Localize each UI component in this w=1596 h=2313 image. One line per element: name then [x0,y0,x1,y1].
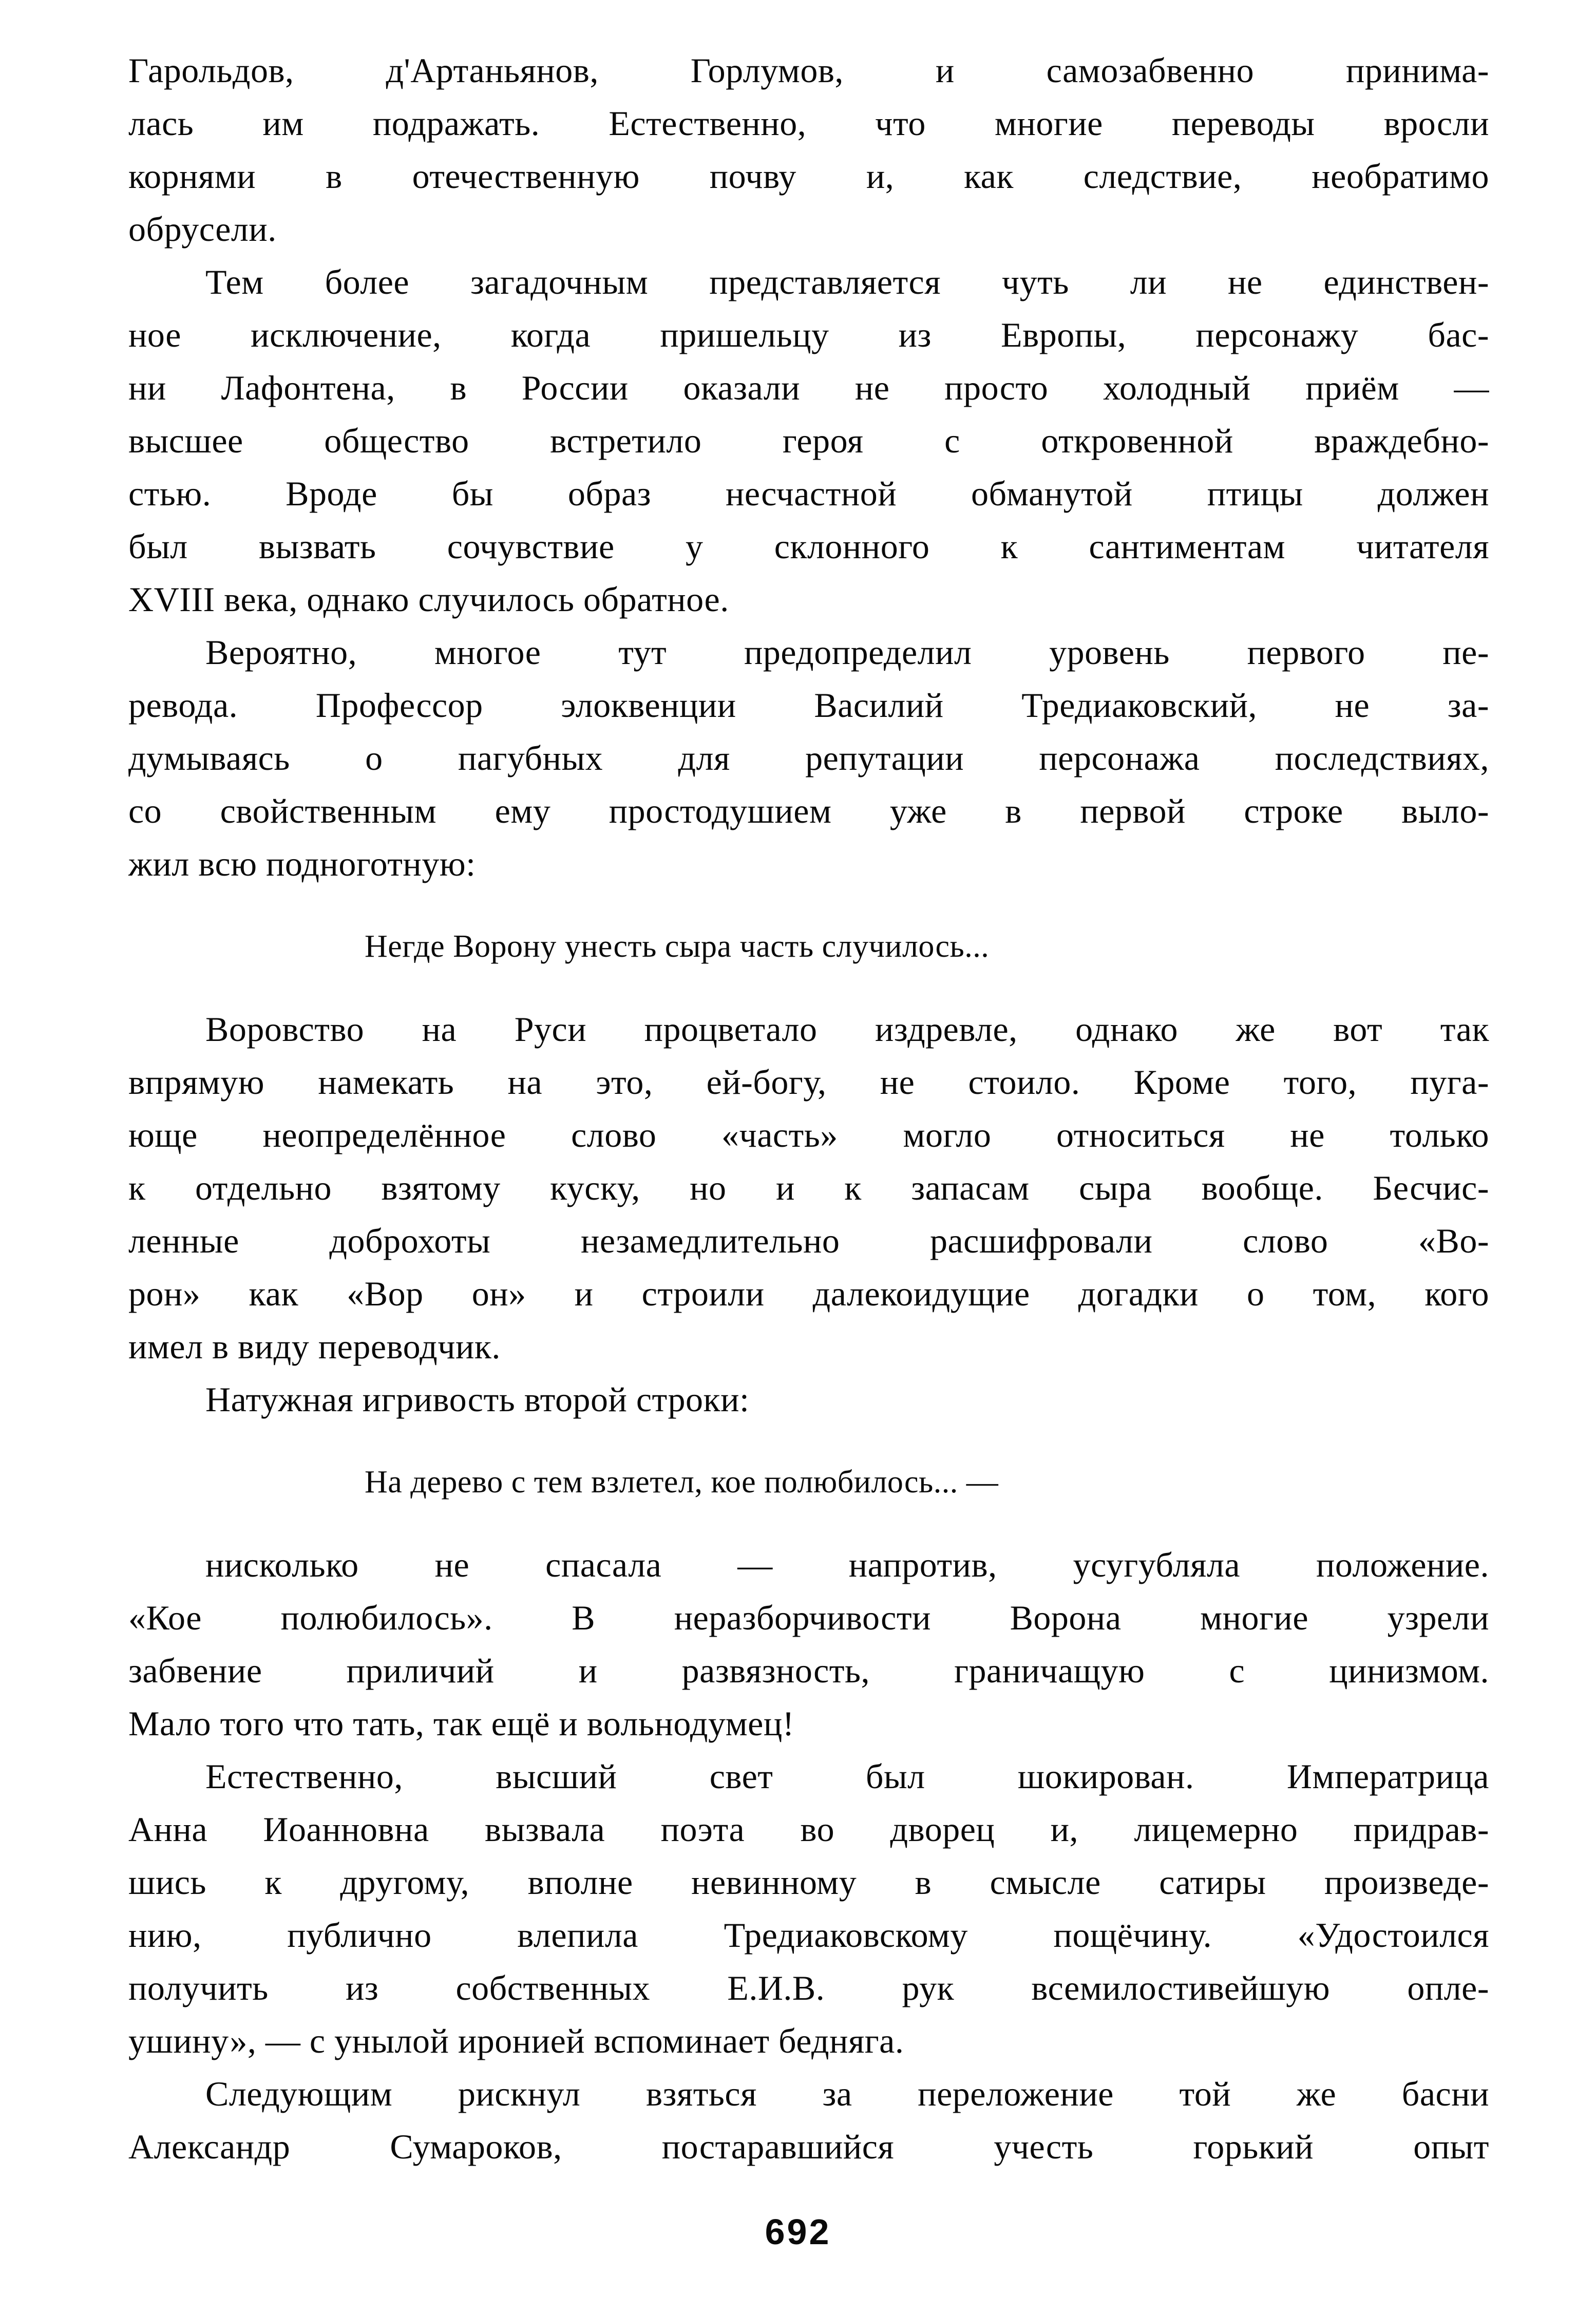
verse-quote [128,1456,1489,1509]
text-line: Анна Иоанновна вызвала поэта во дворец и, лицемерно придрав- [128,1810,1489,1849]
verse-quote [128,920,1489,973]
text-line: со свойственным ему простодушием уже в первой строке выло- [128,791,1489,830]
text-line: думываясь о пагубных для репутации персонажа последствиях, [128,738,1489,778]
paragraph [128,626,1489,890]
text-line: нию, публично влепила Тредиаковскому пощёчину. «Удостоился [128,1916,1489,1955]
paragraph [128,44,1489,256]
text-line: к отдельно взятому куску, но и к запасам сыра вообще. Бесчис- [128,1168,1489,1207]
text-line: обрусели. [128,210,277,249]
paragraph [128,2068,1489,2173]
text-line: ни Лафонтена, в России оказали не просто холодный приём — [128,368,1489,407]
text-line: ное исключение, когда пришельцу из Европы, персонажу бас- [128,315,1489,354]
text-line: ушину», — с унылой иронией вспоминает бедняга. [128,2021,904,2060]
text-line: имел в виду переводчик. [128,1327,501,1366]
text-line: впрямую намекать на это, ей-богу, не стоило. Кроме того, пуга- [128,1063,1489,1102]
text-line: Гарольдов, д'Артаньянов, Горлумов, и самозабвенно принима- [128,51,1489,90]
text-line: юще неопределённое слово «часть» могло относиться не только [128,1115,1489,1154]
paragraph [128,1003,1489,1373]
text-line: Мало того что тать, так ещё и вольнодумец! [128,1704,794,1743]
text-line: ленные доброхоты незамедлительно расшифровали слово «Во- [128,1221,1489,1260]
paragraph [128,1373,1489,1426]
text-line: Следующим рискнул взяться за переложение той же басни [205,2074,1489,2113]
text-line: XVIII века, однако случилось обратное. [128,580,729,619]
text-block [128,44,1489,2173]
text-line: получить из собственных Е.И.В. рук всемилостивейшую опле- [128,1968,1489,2007]
page-number: 692 [765,2212,831,2252]
text-line: Тем более загадочным представляется чуть ли не единствен- [205,262,1489,301]
text-line: забвение приличий и развязность, граничащую с цинизмом. [128,1651,1489,1690]
text-line: был вызвать сочувствие у склонного к сантиментам читателя [128,527,1489,566]
text-line: рон» как «Вор он» и строили далекоидущие догадки о том, кого [128,1274,1489,1313]
text-line: жил всю подноготную: [128,844,476,883]
text-line: Негде Ворону унесть сыра часть случилось... [365,929,990,964]
text-line: Натужная игривость второй строки: [205,1380,750,1419]
text-line: ревода. Профессор элоквенции Василий Тредиаковский, не за- [128,686,1489,725]
paragraph [128,256,1489,626]
text-line: На дерево с тем взлетел, кое полюбилось... — [365,1465,999,1500]
text-line: стью. Вроде бы образ несчастной обманутой птицы должен [128,474,1489,513]
text-line: Александр Сумароков, постаравшийся учесть горький опыт [128,2127,1489,2166]
paragraph [128,1539,1489,1750]
text-line: нисколько не спасала — напротив, усугубляла положение. [205,1545,1489,1584]
text-line: высшее общество встретило героя с откровенной враждебно- [128,421,1489,460]
text-line: лась им подражать. Естественно, что многие переводы вросли [128,104,1489,143]
paragraph [128,1750,1489,2068]
text-line: Вероятно, многое тут предопределил уровень первого пе- [205,633,1489,672]
text-line: корнями в отечественную почву и, как следствие, необратимо [128,157,1489,196]
text-line: Естественно, высший свет был шокирован. Императрица [205,1757,1489,1796]
text-line: шись к другому, вполне невинному в смысле сатиры произведе- [128,1863,1489,1902]
text-line: «Кое полюбилось». В неразборчивости Ворона многие узрели [128,1598,1489,1637]
text-line: Воровство на Руси процветало издревле, однако же вот так [205,1010,1489,1049]
